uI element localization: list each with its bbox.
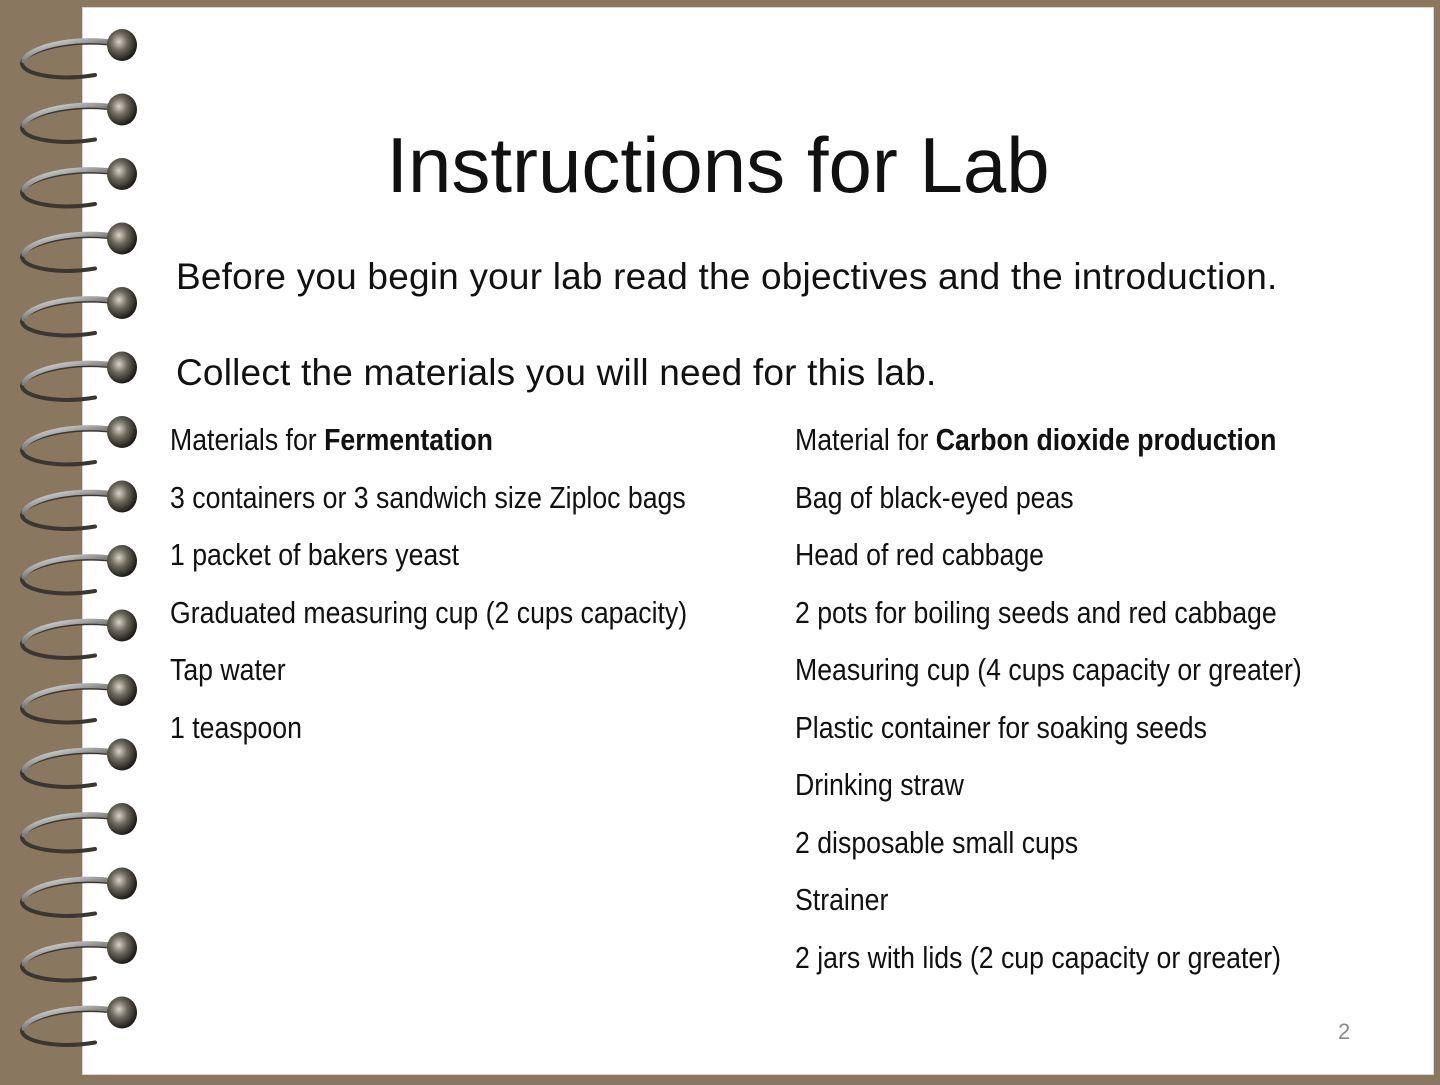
list-item: Plastic container for soaking seeds — [795, 709, 1207, 745]
spiral-binding-ring-icon — [22, 674, 137, 722]
list-item: Bag of black-eyed peas — [795, 479, 1074, 515]
materials-fermentation-header — [170, 420, 687, 478]
header-prefix: Materials for — [170, 422, 325, 457]
list-item: 2 pots for boiling seeds and red cabbage — [795, 594, 1277, 630]
materials-co2-header — [795, 420, 1302, 478]
spiral-binding-ring-icon — [22, 29, 137, 77]
list-item: 3 containers or 3 sandwich size Ziploc bags — [170, 479, 686, 515]
instruction-line-1: Before you begin your lab read the objectives and the introduction. — [176, 256, 1278, 297]
list-item: Measuring cup (4 cups capacity or greater) — [795, 652, 1302, 687]
header-prefix: Material for — [795, 422, 936, 457]
spiral-binding-ring-icon — [22, 610, 137, 658]
list-item: 2 disposable small cups — [795, 824, 1079, 860]
page-title — [0, 121, 1440, 209]
list-item: Drinking straw — [795, 767, 964, 802]
spiral-binding-ring-icon — [22, 287, 137, 335]
spiral-binding-ring-icon — [22, 223, 137, 271]
list-item: Graduated measuring cup (2 cups capacity) — [170, 594, 688, 630]
materials-fermentation-list — [170, 420, 687, 765]
spiral-binding-ring-icon — [22, 352, 137, 400]
list-item: Tap water — [170, 652, 286, 687]
page-number: 2 — [1338, 1019, 1351, 1044]
header-bold: Carbon dioxide production — [935, 422, 1277, 457]
spiral-binding-ring-icon — [22, 932, 137, 980]
list-item: Head of red cabbage — [795, 537, 1045, 572]
instruction-line-2: Collect the materials you will need for this lab. — [176, 352, 937, 393]
spiral-binding-ring-icon — [22, 545, 137, 593]
spiral-binding-ring-icon — [22, 416, 137, 464]
materials-co2-list — [795, 420, 1302, 995]
spiral-binding-ring-icon — [22, 803, 137, 851]
title-text: Instructions for Lab — [386, 121, 1050, 209]
list-item: 1 teaspoon — [170, 709, 302, 745]
list-item: 1 packet of bakers yeast — [170, 537, 459, 572]
spiral-binding-ring-icon — [22, 739, 137, 787]
list-item: Strainer — [795, 882, 889, 917]
spiral-binding-ring-icon — [22, 997, 137, 1045]
spiral-binding-ring-icon — [22, 481, 137, 529]
list-item: 2 jars with lids (2 cup capacity or greater) — [795, 939, 1282, 975]
spiral-binding-ring-icon — [22, 868, 137, 916]
header-bold: Fermentation — [324, 422, 493, 457]
